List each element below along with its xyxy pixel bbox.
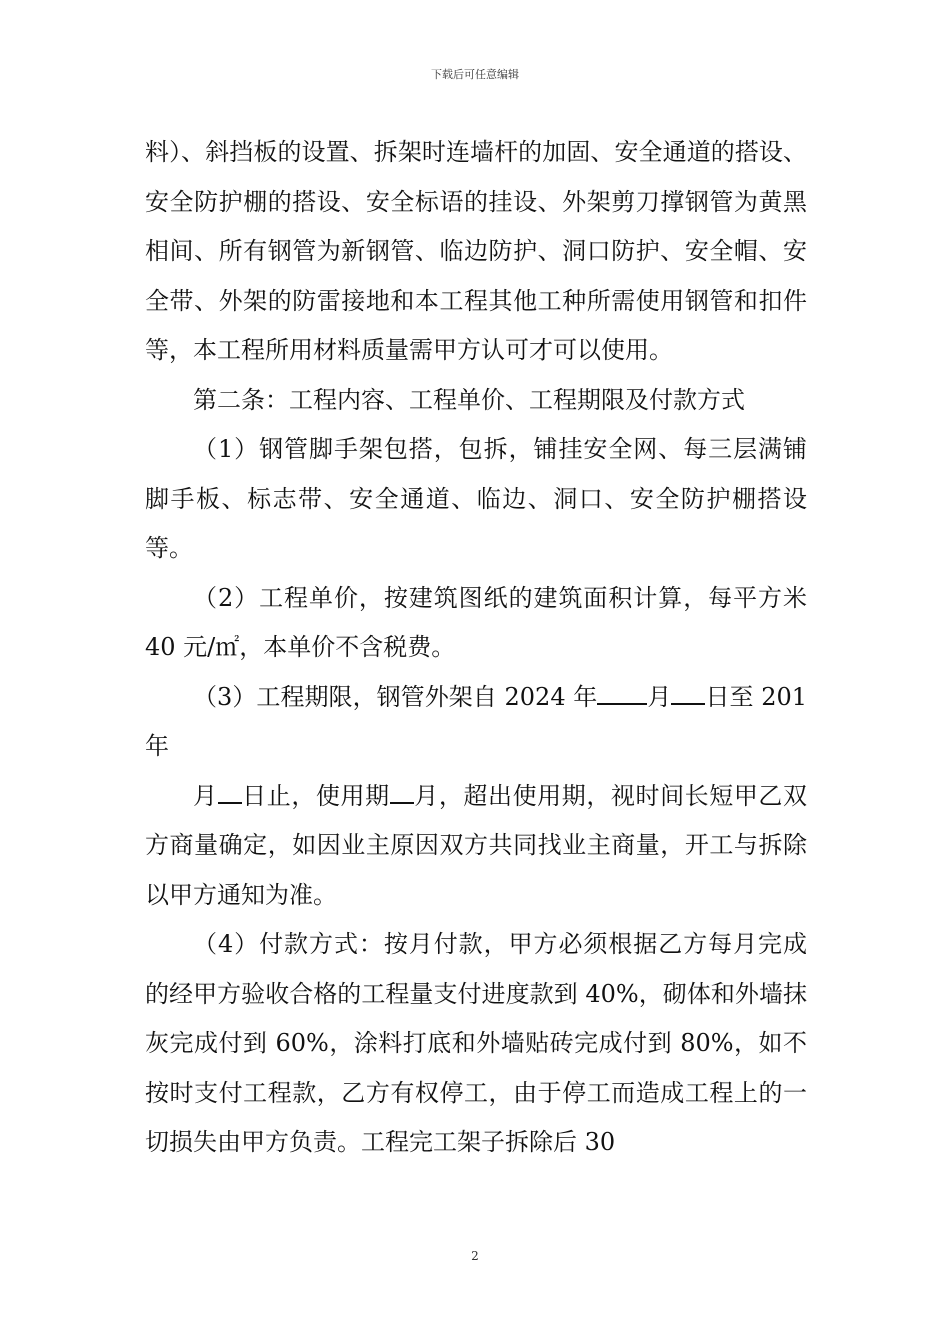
page-header: 下载后可任意编辑 [431,68,519,81]
period-text-end: 日至 201 年 [145,682,808,760]
clause-3-continued [145,772,807,921]
blank-month-field [597,681,647,705]
period-text-start: （3）工程期限，钢管外架自 2024 年 [193,682,598,711]
usage-period-rest: 月，超出使用期，视时间长短甲乙双方商量确定，如因业主原因双方共同找业主商量，开工与拆除以甲方通知为准。 [145,781,808,909]
page-number: 2 [471,1249,479,1263]
clause-4-payment: （4）付款方式：按月付款，甲方必须根据乙方每月完成的经甲方验收合格的工程量支付进度款到 40%，砌体和外墙抹灰完成付到 60%，涂料打底和外墙贴砖完成付到 80%，如不按时支付工程款，乙方有权停工，由于停工而造成工程上的一切损失由甲方负责。工程完工架子拆除后 30 [145,930,807,1156]
usage-period-text: 日止，使用期 [241,781,390,810]
blank-day-field [671,681,705,705]
paragraph-materials: 料）、斜挡板的设置、拆架时连墙杆的加固、安全通道的搭设、安全防护棚的搭设、安全标语的挂设、外架剪刀撑钢管为黄黑相间、所有钢管为新钢管、临边防护、洞口防护、安全帽、安全带、外架的防雷接地和本工程其他工种所需使用钢管和扣件等，本工程所用材料质量需甲方认可才可以使用。 [145,138,807,364]
clause-2-unit-price: （2）工程单价，按建筑图纸的建筑面积计算，每平方米 40 元/㎡，本单价不含税费。 [145,583,807,661]
period-month-label: 月 [193,781,218,810]
article-two-heading: 第二条：工程内容、工程单价、工程期限及付款方式 [193,385,745,414]
document-body [145,128,807,1168]
period-text-month: 月 [647,682,672,711]
clause-1-scaffolding: （1）钢管脚手架包搭，包拆，铺挂安全网、每三层满铺脚手板、标志带、安全通道、临边、洞口、安全防护棚搭设等。 [145,435,807,562]
clause-3-period [145,673,807,772]
blank-usage-months-field [390,780,414,804]
blank-end-day-field [218,780,242,804]
